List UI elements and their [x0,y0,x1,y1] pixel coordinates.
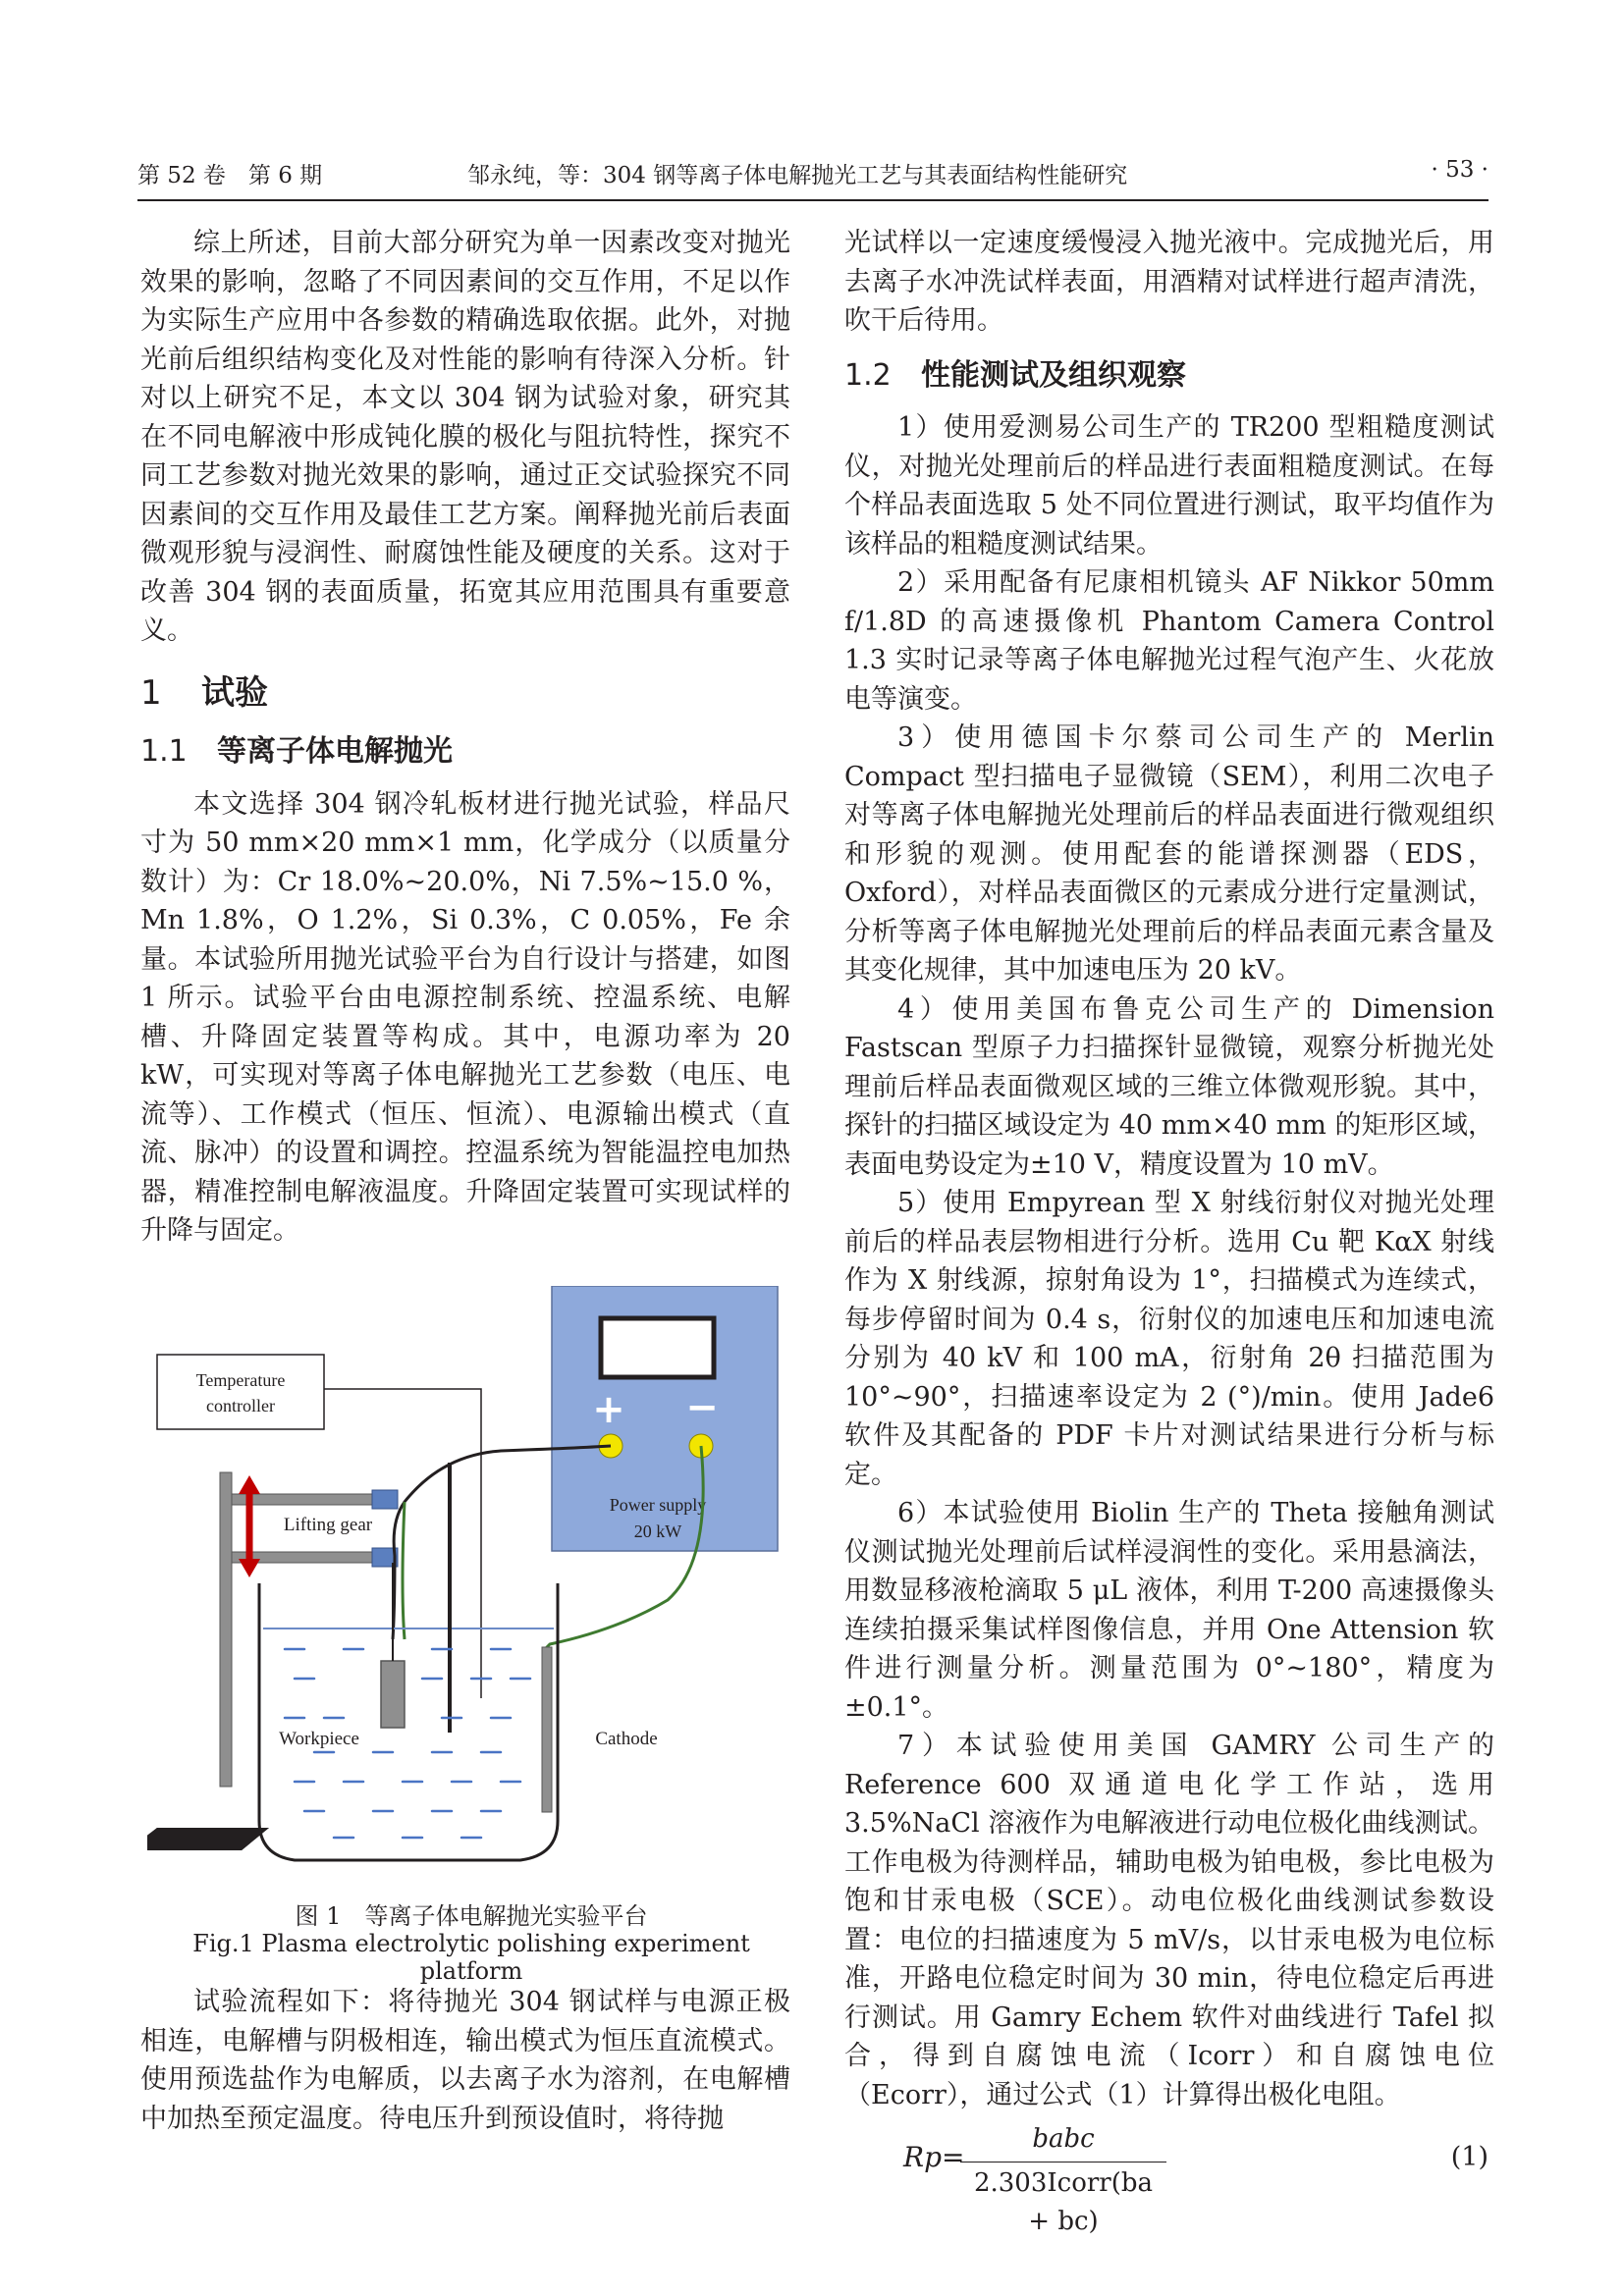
paragraph-intro-summary: 综上所述，目前大部分研究为单一因素改变对抛光效果的影响，忽略了不同因素间的交互作用，不足以作为实际生产应用中各参数的精确选取依据。此外，对抛光前后组织结构变化及对性能的影响有待深入分析。针对以上研究不足，本文以 304 钢为试验对象，研究其在不同电解液中形成钝化膜的极化与阻抗特性，探究不同工艺参数对抛光效果的影响，通过正交试验探究不同因素间的交互作用及最佳工艺方案。阐释抛光前后表面微观形貌与浸润性、耐腐蚀性能及硬度的关系。这对于改善 304 钢的表面质量，拓宽其应用范围具有重要意义。 [140,228,790,646]
item-electrochemistry: 7）本试验使用美国 GAMRY 公司生产的 Reference 600 双通道电化学工作站，选用 3.5%NaCl 溶液作为电解液进行动电位极化曲线测试。工作电极为待测样品，辅助电极为铂电极，参比电极为饱和甘汞电极（SCE）。动电位极化曲线测试参数设置：电位的扫描速度为 5 mV/s，以甘汞电极为电位标准，开路电位稳定时间为 30 min，待电位稳定后再进行测试。用 Gamry Echem 软件对曲线进行 Tafel 拟合，得到自腐蚀电流（Icorr）和自腐蚀电位（Ecorr），通过公式（1）计算得出极化电阻。 [844,1731,1494,2110]
equation-numerator: babc [960,2120,1166,2163]
volume-issue: 第 52 卷 第 6 期 [137,163,323,188]
workpiece-label: Workpiece [279,1729,359,1749]
base-plate-front [147,1828,269,1850]
equation-fraction [960,2120,1166,2242]
item-roughness: 1）使用爱测易公司生产的 TR200 型粗糙度测试仪，对抛光处理前后的样品进行表面粗糙度测试。在每个样品表面选取 5 处不同位置进行测试，取平均值作为该样品的粗糙度测试结果。 [844,412,1494,560]
workpiece-electrode [381,1661,405,1728]
ground-wire [403,1502,405,1639]
electrolytic-cell [259,1583,558,1860]
figure-1-diagram [147,1286,785,1895]
section-heading-1-1 [140,732,790,772]
item-xrd: 5）使用 Empyrean 型 X 射线衍射仪对抛光处理前后的样品表层物相进行分析。选用 Cu 靶 KαX 射线作为 X 射线源，掠射角设为 1°，扫描模式为连续式，每步停留时间为 0.4 s，衍射仪的加速电压和加速电流分别为 40 kV 和 100 mA，衍射角 2θ 扫描范围为 10°~90°，扫描速率设定为 2 (°)/min。使用 Jade6 软件及其配备的 PDF 卡片对测试结果进行分析与标定。 [844,1188,1494,1490]
cathode-electrode [542,1647,552,1812]
right-column [844,224,1494,2236]
paragraph-procedure: 试验流程如下：将待抛光 304 钢试样与电源正极相连，电解槽与阴极相连，输出模式为恒压直流模式。使用预选盐作为电解质，以去离子水为溶剂，在电解槽中加热至预定温度。待电压升到预设值时，将待抛 [140,1987,790,2134]
item-sem-eds: 3）使用德国卡尔蔡司公司生产的 Merlin Compact 型扫描电子显微镜（SEM），利用二次电子对等离子体电解抛光处理前后的样品表面进行微观组织和形貌的观测。使用配套的能谱探测器（EDS，Oxford），对样品表面微区的元素成分进行定量测试，分析等离子体电解抛光处理前后的样品表面元素含量及其变化规律，其中加速电压为 20 kV。 [844,722,1494,986]
figure-caption-en: Fig.1 Plasma electrolytic polishing experiment platform [192,1930,750,1985]
upper-clamp [372,1490,398,1509]
equation-lhs: Rp= [903,2141,965,2173]
left-column-bottom [140,1983,790,2138]
lifting-arrow-down [239,1559,260,1577]
item-afm: 4）使用美国布鲁克公司生产的 Dimension Fastscan 型原子力扫描探针显微镜，观察分析抛光处理前后样品表面微观区域的三维立体微观形貌。其中，探针的扫描区域设定为 40 mm×40 mm 的矩形区域，表面电势设定为±10 V，精度设置为 10 mV。 [844,993,1494,1180]
section-heading-1 [140,674,790,714]
paragraph-materials: 本文选择 304 钢冷轧板材进行抛光试验，样品尺寸为 50 mm×20 mm×1 mm，化学成分（以质量分数计）为：Cr 18.0%~20.0%，Ni 7.5%~15.0 %，Mn 1.8%，O 1.2%，Si 0.3%，C 0.05%，Fe 余量。本试验所用抛光试验平台为自行设计与搭建，如图 1 所示。试验平台由电源控制系统、控温系统、电解槽、升降固定装置等构成。其中，电源功率为 20 kW，可实现对等离子体电解抛光工艺参数（电压、电流等）、工作模式（恒压、恒流）、电源输出模式（直流、脉冲）的设置和调控。控温系统为智能温控电加热器，精准控制电解液温度。升降固定装置可实现试样的升降与固定。 [140,788,790,1246]
plus-sign: + [592,1387,625,1432]
lifting-arrow-up [239,1475,260,1494]
power-supply-display [601,1318,714,1377]
lifting-gear-label: Lifting gear [283,1515,373,1535]
item-contact-angle: 6）本试验使用 Biolin 生产的 Theta 接触角测试仪测试抛光处理前后试样浸润性的变化。采用悬滴法，用数显移液枪滴取 5 μL 液体，利用 T-200 高速摄像头连续拍摄采集试样图像信息，并用 One Attension 软件进行测量分析。测量范围为 0°~180°，精度为±0.1°。 [844,1498,1494,1723]
section-number: 1.2 [844,357,892,393]
section-title: 试验 [201,672,268,713]
figure-caption-cn: 图 1 等离子体电解抛光实验平台 [295,1902,648,1930]
running-header [137,157,1489,192]
power-supply-label: Power supply [609,1495,707,1515]
equation-1 [844,2120,1494,2236]
article-running-title: 邹永纯，等：304 钢等离子体电解抛光工艺与其表面结构性能研究 [467,163,1128,188]
item-high-speed-camera: 2）采用配备有尼康相机镜头 AF Nikkor 50mm f/1.8D 的高速摄像机 Phantom Camera Control 1.3 实时记录等离子体电解抛光过程气泡产生、火花放电等演变。 [844,567,1494,715]
section-title: 等离子体电解抛光 [217,734,453,769]
temperature-controller-label: Temperature [195,1370,286,1390]
equation-number: (1) [1450,2142,1489,2172]
temperature-controller-box [157,1355,324,1429]
paragraph-procedure-continued: 光试样以一定速度缓慢浸入抛光液中。完成抛光后，用去离子水冲洗试样表面，用酒精对试样进行超声清洗，吹干后待用。 [844,228,1494,336]
cathode-label: Cathode [595,1729,658,1749]
equation-denominator: 2.303Icorr(ba + bc) [973,2167,1154,2236]
lifting-stand-pole [220,1472,232,1787]
minus-sign: − [685,1385,719,1430]
upper-arm [232,1494,374,1505]
section-number: 1 [140,672,162,713]
section-number: 1.1 [140,734,188,769]
header-rule [137,199,1489,201]
page-number: · 53 · [1431,157,1489,183]
section-title: 性能测试及组织观察 [921,357,1186,393]
section-heading-1-2 [844,356,1494,396]
left-column [140,224,790,1251]
temperature-controller-label-2: controller [206,1396,275,1415]
power-supply-rating: 20 kW [633,1522,682,1541]
